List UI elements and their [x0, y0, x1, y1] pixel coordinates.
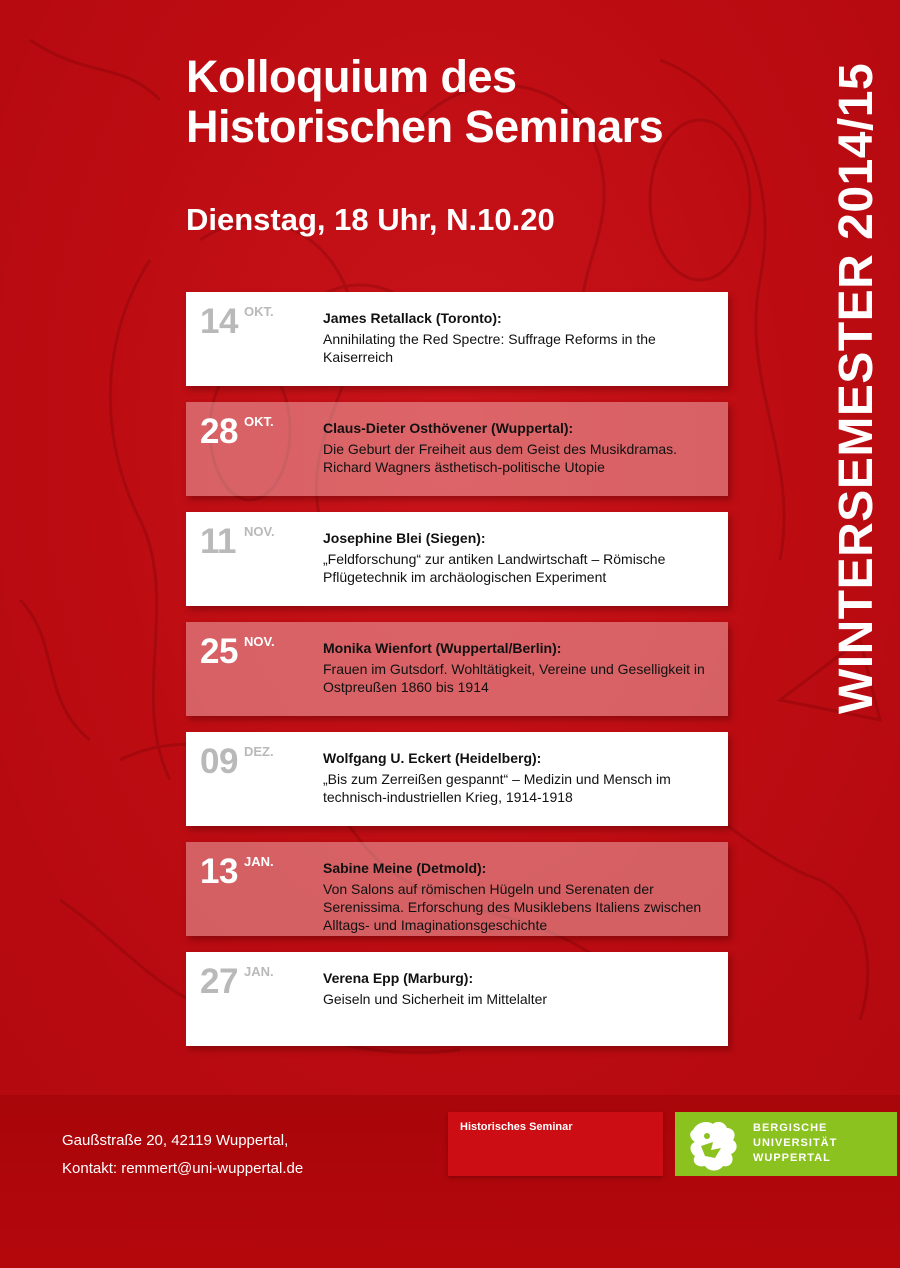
event-info — [323, 529, 718, 586]
contact-email[interactable]: Kontakt: remmert@uni-wuppertal.de — [62, 1160, 304, 1177]
event-row — [186, 952, 728, 1046]
event-day: 09 — [200, 742, 238, 781]
university-line-1: BERGISCHE — [753, 1122, 828, 1134]
event-row — [186, 732, 728, 826]
event-month: NOV. — [244, 524, 275, 539]
event-info — [323, 859, 718, 934]
address-text: Gaußstraße 20, 42119 Wuppertal, — [62, 1132, 289, 1149]
event-speaker: Claus-Dieter Osthövener (Wuppertal): — [323, 420, 574, 436]
semester-label: WINTERSEMESTER 2014/15 — [830, 62, 883, 714]
event-row — [186, 622, 728, 716]
event-row — [186, 292, 728, 386]
contact-block — [62, 1127, 303, 1183]
event-month: OKT. — [244, 414, 274, 429]
university-line-3: WUPPERTAL — [753, 1152, 831, 1164]
schedule-subtitle: Dienstag, 18 Uhr, N.10.20 — [186, 202, 555, 237]
event-title: Geiseln und Sicherheit im Mittelalter — [323, 991, 548, 1007]
lion-icon — [685, 1116, 743, 1174]
event-title: „Feldforschung“ zur antiken Landwirtschaft – Römische Pflügetechnik im archäologischen Experiment — [323, 551, 666, 585]
event-speaker: Wolfgang U. Eckert (Heidelberg): — [323, 750, 542, 766]
event-title: Annihilating the Red Spectre: Suffrage Reforms in the Kaiserreich — [323, 331, 656, 365]
event-speaker: James Retallack (Toronto): — [323, 310, 502, 326]
event-row — [186, 512, 728, 606]
event-day: 28 — [200, 412, 238, 451]
university-logo — [675, 1112, 897, 1176]
university-line-2: UNIVERSITÄT — [753, 1137, 838, 1149]
title-line-2: Historischen Seminars — [186, 101, 664, 152]
seminar-box — [448, 1112, 663, 1176]
event-month: JAN. — [244, 854, 274, 869]
event-title: Von Salons auf römischen Hügeln und Serenaten der Serenissima. Erforschung des Musiklebens Italiens zwischen Alltags- und Imaginationsgeschichte — [323, 881, 702, 933]
page-title — [186, 52, 663, 152]
event-info — [323, 309, 718, 366]
event-month: OKT. — [244, 304, 274, 319]
event-day: 25 — [200, 632, 238, 671]
event-month: DEZ. — [244, 744, 274, 759]
event-day: 27 — [200, 962, 238, 1001]
event-title: Die Geburt der Freiheit aus dem Geist des Musikdramas. Richard Wagners ästhetisch-politische Utopie — [323, 441, 678, 475]
event-speaker: Verena Epp (Marburg): — [323, 970, 474, 986]
title-line-1: Kolloquium des — [186, 51, 517, 102]
event-title: Frauen im Gutsdorf. Wohltätigkeit, Vereine und Geselligkeit in Ostpreußen 1860 bis 1914 — [323, 661, 705, 695]
event-info — [323, 749, 718, 806]
event-day: 13 — [200, 852, 238, 891]
event-speaker: Josephine Blei (Siegen): — [323, 530, 486, 546]
event-month: JAN. — [244, 964, 274, 979]
event-info — [323, 969, 718, 1008]
university-name — [753, 1121, 837, 1166]
event-day: 14 — [200, 302, 238, 341]
event-info — [323, 419, 718, 476]
event-month: NOV. — [244, 634, 275, 649]
event-day: 11 — [200, 522, 236, 561]
event-row — [186, 402, 728, 496]
event-speaker: Monika Wienfort (Wuppertal/Berlin): — [323, 640, 562, 656]
event-row — [186, 842, 728, 936]
event-info — [323, 639, 718, 696]
seminar-label: Historisches Seminar — [460, 1121, 573, 1133]
event-speaker: Sabine Meine (Detmold): — [323, 860, 487, 876]
event-title: „Bis zum Zerreißen gespannt“ – Medizin und Mensch im technisch-industriellen Krieg, 1914-1918 — [323, 771, 671, 805]
